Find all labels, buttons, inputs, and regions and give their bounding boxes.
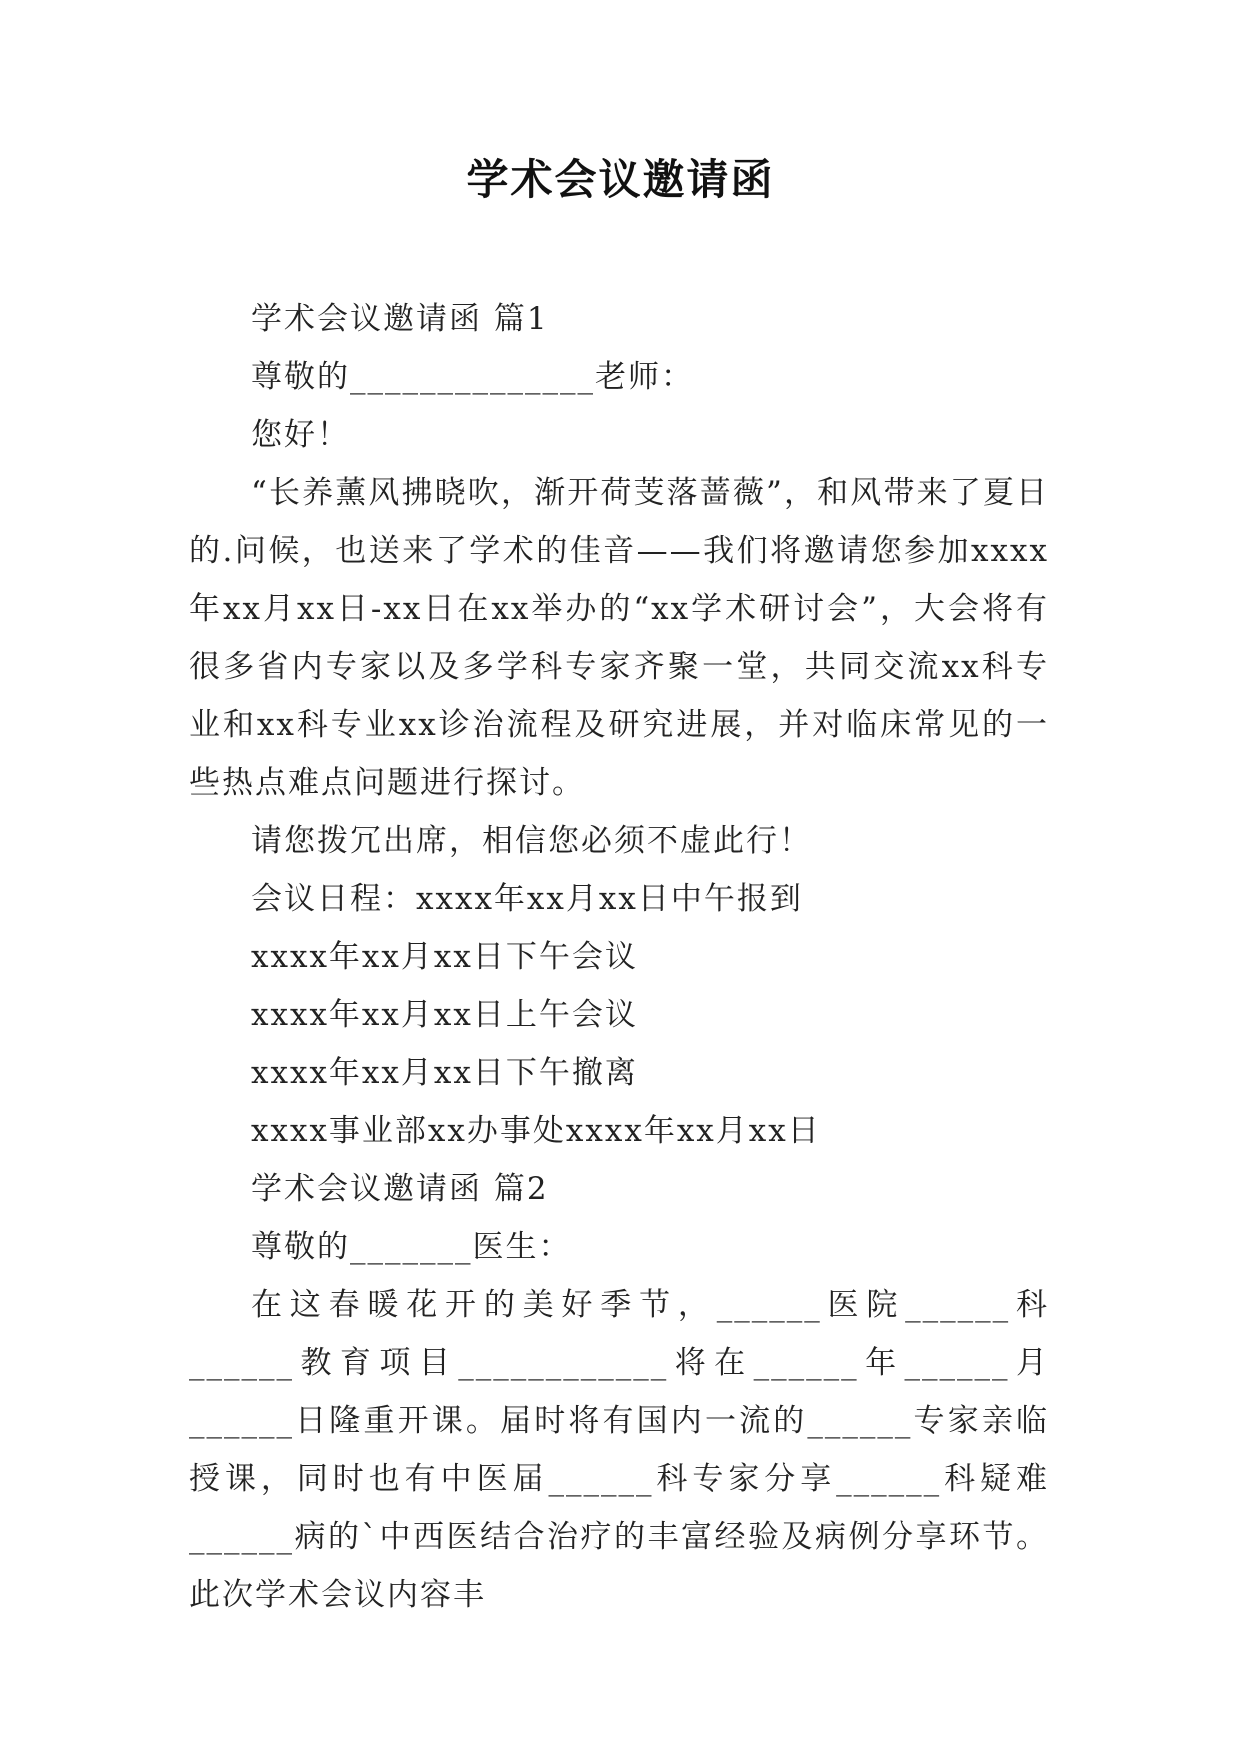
invitation-paragraph-2: 在这春暖花开的美好季节，______医院______科______教育项目____________将在______年______月______日隆重开课。届时将有国内一流的______专家亲临授课，同时也有中医届______科专家分享______科疑难______病的`中西医结合治疗的丰富经验及病例分享环节。此次学术会议内容丰: [189, 1287, 1049, 1613]
invitation-paragraph-1: “长养薰风拂晓吹，渐开荷芰落蔷薇”，和风带来了夏日的.问候，也送来了学术的佳音——我们将邀请您参加xxxx年xx月xx日-xx日在xx举办的“xx学术研讨会”，大会将有很多省内专家以及多学科专家齐聚一堂，共同交流xx科专业和xx科专业xx诊治流程及研究进展，并对临床常见的一些热点难点问题进行探讨。: [189, 475, 1049, 801]
document-title: 学术会议邀请函: [466, 155, 775, 204]
closing-request: 请您拨冗出席，相信您必须不虚此行！: [251, 823, 812, 859]
salutation-1: 尊敬的______________老师：: [251, 359, 694, 395]
salutation-2: 尊敬的_______医生：: [251, 1229, 572, 1265]
signature-line: xxxx事业部xx办事处xxxx年xx月xx日: [251, 1113, 821, 1149]
section-heading-1: 学术会议邀请函 篇1: [251, 301, 549, 337]
greeting: 您好！: [251, 417, 350, 453]
document-body: [189, 290, 1049, 1624]
schedule-line-4: xxxx年xx月xx日下午撤离: [251, 1055, 638, 1091]
schedule-line-3: xxxx年xx月xx日上午会议: [251, 997, 638, 1033]
section-heading-2: 学术会议邀请函 篇2: [251, 1171, 549, 1207]
schedule-line-2: xxxx年xx月xx日下午会议: [251, 939, 638, 975]
schedule-line-1: 会议日程：xxxx年xx月xx日中午报到: [251, 881, 803, 917]
